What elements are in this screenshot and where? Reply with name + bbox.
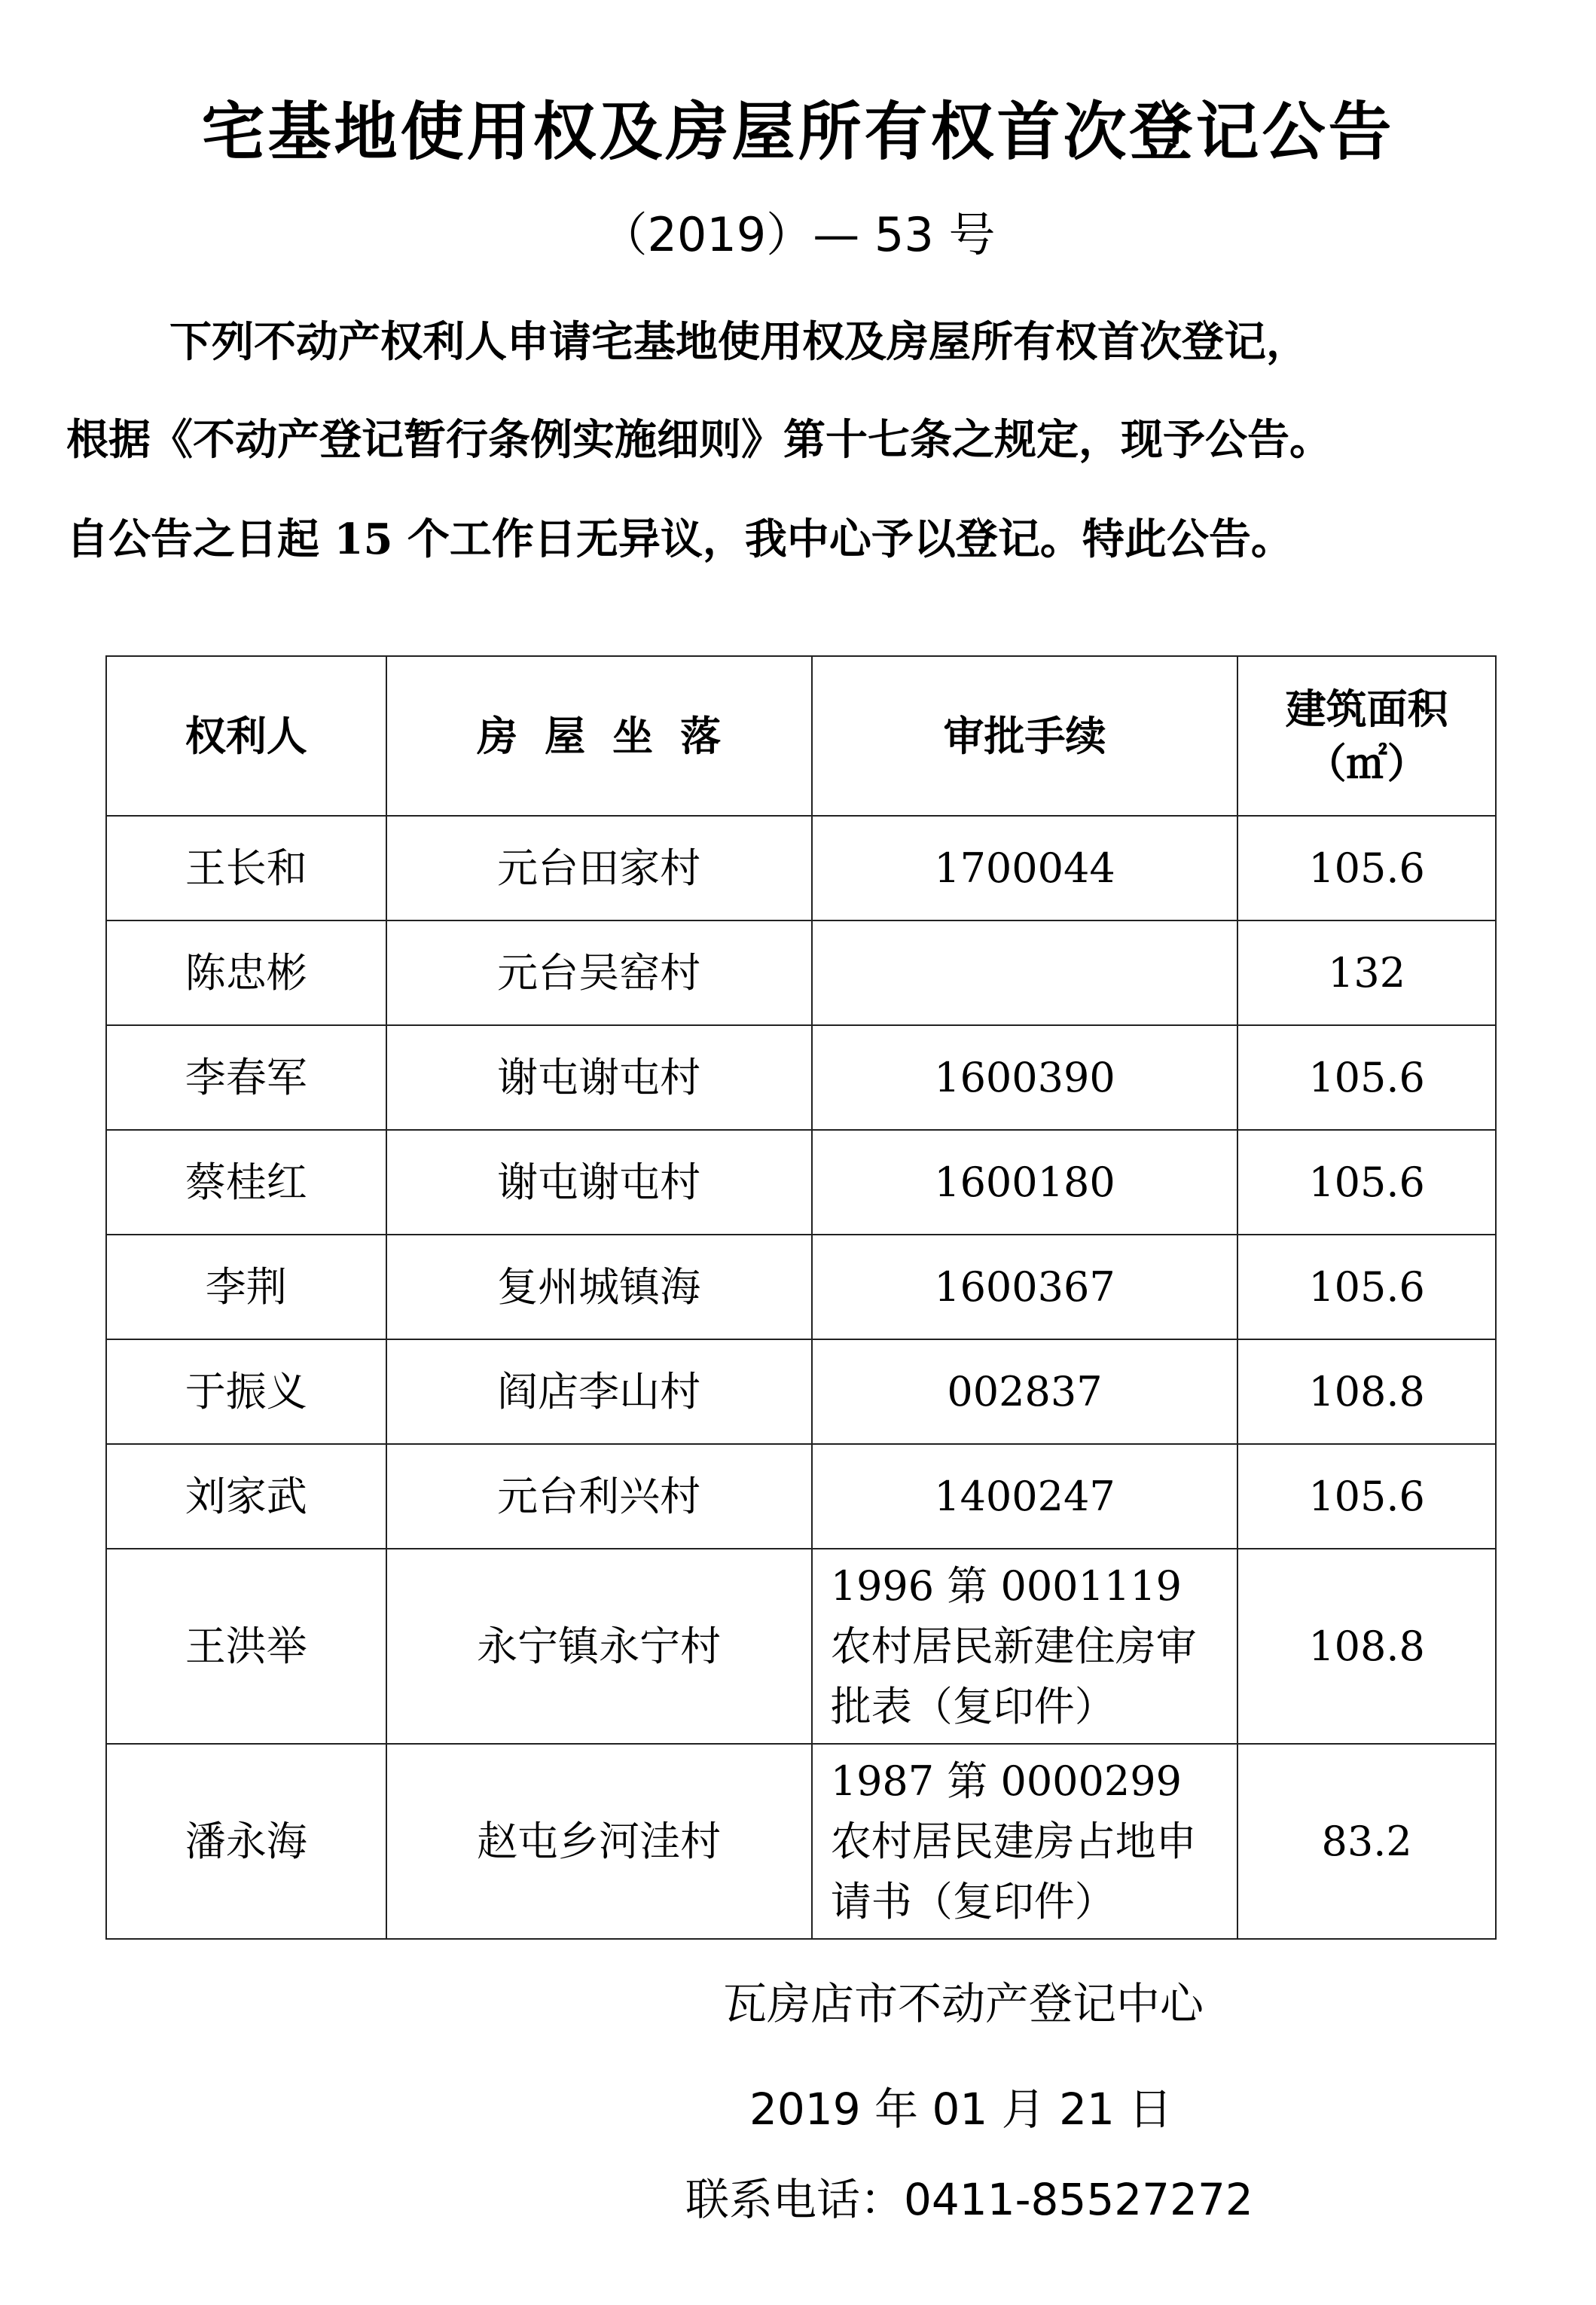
header-location-char: 房 <box>477 712 518 760</box>
cell-area: 132 <box>1237 920 1496 1025</box>
cell-owner: 陈忠彬 <box>106 920 386 1025</box>
cell-location: 复州城镇海 <box>386 1235 812 1339</box>
cell-location: 赵屯乡河洼村 <box>386 1744 812 1939</box>
table-row <box>106 1025 1496 1130</box>
contact-phone: 联系电话：0411-85527272 <box>685 2174 1253 2225</box>
cell-approval: 1600367 <box>812 1235 1238 1339</box>
cell-area: 83.2 <box>1237 1744 1496 1939</box>
cell-approval: 1700044 <box>812 816 1238 920</box>
cell-location: 元台利兴村 <box>386 1444 812 1549</box>
issuing-organization: 瓦房店市不动产登记中心 <box>723 1978 1204 2029</box>
table-row <box>106 1744 1496 1939</box>
cell-approval: 1600180 <box>812 1130 1238 1235</box>
table-row <box>106 816 1496 920</box>
cell-owner: 李荆 <box>106 1235 386 1339</box>
cell-approval: 1600390 <box>812 1025 1238 1130</box>
issue-date: 2019 年 01 月 21 日 <box>749 2084 1173 2135</box>
header-location-char: 屋 <box>545 712 586 760</box>
header-area-line2: （㎡） <box>1305 739 1428 787</box>
header-location-char: 坐 <box>612 712 654 760</box>
cell-approval: 1987 第 0000299 农村居民建房占地申请书（复印件） <box>812 1744 1238 1939</box>
header-location <box>386 656 812 816</box>
table-header-row <box>106 656 1496 816</box>
cell-location: 元台吴窑村 <box>386 920 812 1025</box>
cell-location: 谢屯谢屯村 <box>386 1025 812 1130</box>
table-row <box>106 1339 1496 1444</box>
table-row <box>106 1549 1496 1744</box>
header-area <box>1237 656 1496 816</box>
cell-location: 元台田家村 <box>386 816 812 920</box>
cell-location: 永宁镇永宁村 <box>386 1549 812 1744</box>
notice-number: （2019）— 53 号 <box>600 207 996 262</box>
cell-area: 105.6 <box>1237 1130 1496 1235</box>
cell-approval: 1400247 <box>812 1444 1238 1549</box>
table-row <box>106 1235 1496 1339</box>
cell-owner: 于振义 <box>106 1339 386 1444</box>
table-row <box>106 920 1496 1025</box>
table-row <box>106 1130 1496 1235</box>
cell-owner: 李春军 <box>106 1025 386 1130</box>
cell-area: 105.6 <box>1237 1235 1496 1339</box>
cell-owner: 潘永海 <box>106 1744 386 1939</box>
cell-area: 105.6 <box>1237 1025 1496 1130</box>
notice-title: 宅基地使用权及房屋所有权首次登记公告 <box>201 95 1395 169</box>
cell-owner: 蔡桂红 <box>106 1130 386 1235</box>
cell-area: 108.8 <box>1237 1339 1496 1444</box>
header-location-char: 落 <box>680 712 722 760</box>
cell-owner: 王长和 <box>106 816 386 920</box>
cell-location: 阎店李山村 <box>386 1339 812 1444</box>
notice-paragraph-line-3: 自公告之日起 15 个工作日无异议，我中心予以登记。特此公告。 <box>66 514 1293 564</box>
cell-approval: 1996 第 0001119 农村居民新建住房审批表（复印件） <box>812 1549 1238 1744</box>
header-area-line1: 建筑面积 <box>1285 685 1448 733</box>
cell-approval <box>812 920 1238 1025</box>
notice-paragraph-line-2: 根据《不动产登记暂行条例实施细则》第十七条之规定，现予公告。 <box>66 415 1332 465</box>
header-approval: 审批手续 <box>812 656 1238 816</box>
notice-paragraph-line-1: 下列不动产权利人申请宅基地使用权及房屋所有权首次登记， <box>169 317 1308 367</box>
header-owner: 权利人 <box>106 656 386 816</box>
cell-approval: 002837 <box>812 1339 1238 1444</box>
cell-area: 108.8 <box>1237 1549 1496 1744</box>
cell-area: 105.6 <box>1237 816 1496 920</box>
cell-owner: 王洪举 <box>106 1549 386 1744</box>
cell-location: 谢屯谢屯村 <box>386 1130 812 1235</box>
registration-table <box>105 655 1497 1940</box>
table-row <box>106 1444 1496 1549</box>
cell-area: 105.6 <box>1237 1444 1496 1549</box>
cell-owner: 刘家武 <box>106 1444 386 1549</box>
